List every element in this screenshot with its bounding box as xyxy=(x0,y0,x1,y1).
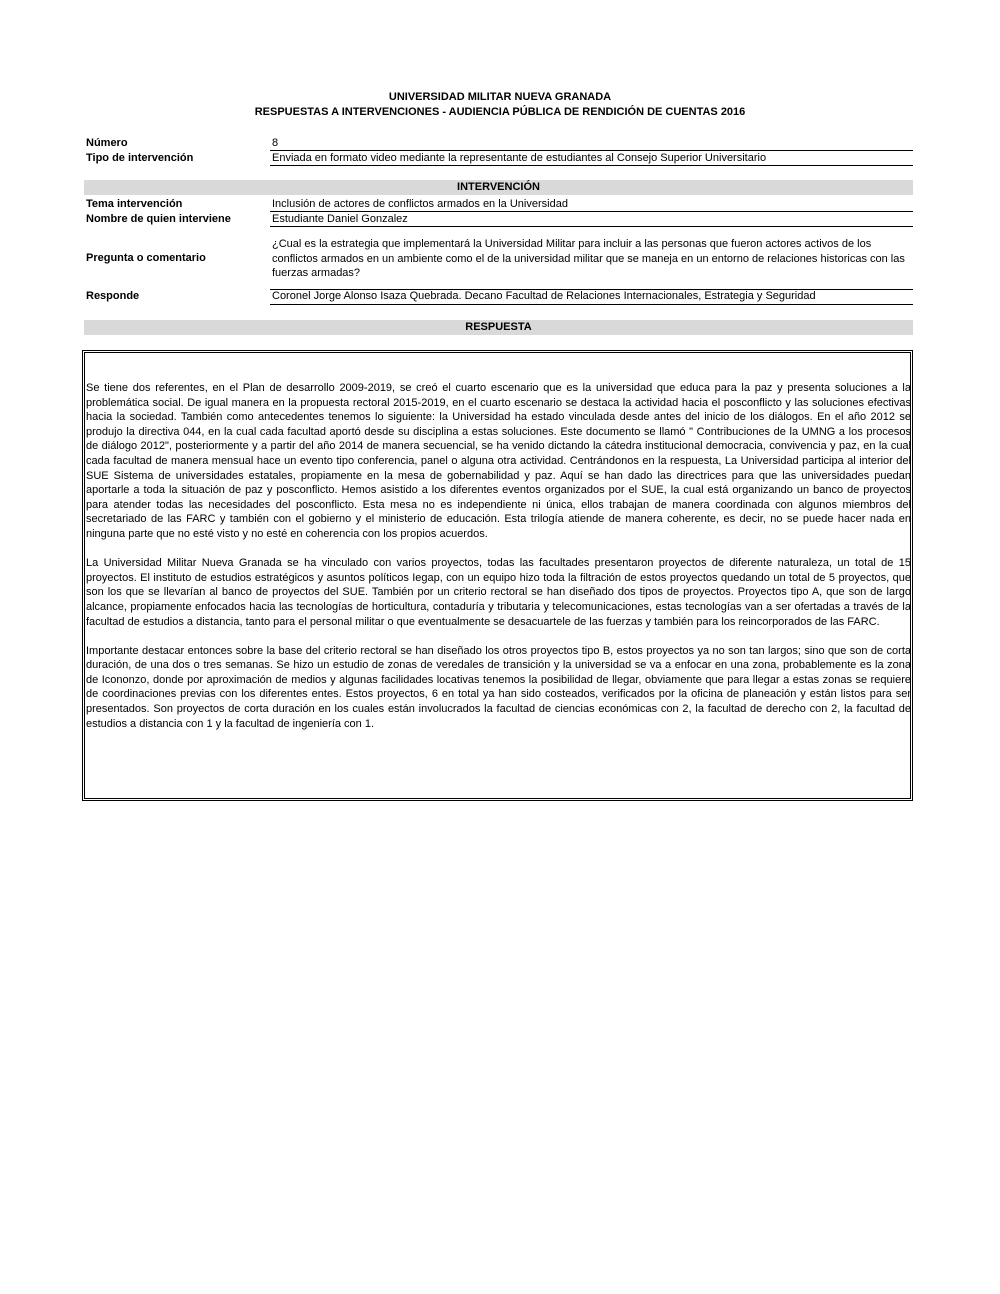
respuesta-paragraph-1: Se tiene dos referentes, en el Plan de desarrollo 2009-2019, se creó el cuarto escenario que es la universidad que educa para la paz y presenta soluciones a la problemática social. De igual manera en la propuesta rectoral 2015-2019, en el cuarto escenario se destaca la actividad hacia el posconflicto y las soluciones efectivas hacia la sociedad. También como antecedentes tenemos lo siguiente: la Universidad ha estado vinculada desde antes del inicio de los diálogos. En el año 2012 se produjo la directiva 044, en la cual cada facultad aportó desde su disciplina a estas soluciones. Este documento se llamó " Contribuciones de la UMNG a los procesos de diálogo 2012", posteriormente y a partir del año 2014 de manera secuencial, se ha venido dictando la cátedra institucional democracia, convivencia y paz, en la cual cada facultad de manera mensual hace un evento tipo conferencia, panel o alguna otra actividad. Centrándonos en la respuesta, La Universidad participa al interior del SUE Sistema de universidades estatales, propiamente en la mesa de gobernabilidad y paz. Aquí se han dado las directrices para que las universidades puedan aportarle a toda la situación de paz y posconflicto. Hemos asistido a los diferentes eventos organizados por el SUE, la cual está organizando un banco de proyectos para atender todas las necesidades del posconflicto. Esta mesa no es independiente ni única, ellos trabajan de manera coordinada con algunos miembros del secretariado de las FARC y también con el gobierno y el ministerio de educación. Esta trilogía atiende de manera coherente, es decir, no se puede hacer nada en ninguna parte que no esté visto y no esté en coherencia con los propios acuerdos. xyxy=(86,382,911,540)
numero-label: Número xyxy=(86,137,128,149)
intervencion-band: INTERVENCIÓN xyxy=(84,180,913,195)
document-subtitle: RESPUESTAS A INTERVENCIONES - AUDIENCIA PÚBLICA DE RENDICIÓN DE CUENTAS 2016 xyxy=(254,106,746,118)
tipo-intervencion-value: Enviada en formato video mediante la representante de estudiantes al Consejo Superior Universitario xyxy=(270,152,913,166)
respuesta-paragraph-2: La Universidad Militar Nueva Granada se ha vinculado con varios proyectos, todas las facultades presentaron proyectos de diferente naturaleza, un total de 15 proyectos. El instituto de estudios estratégicos y asuntos políticos Iegap, con un equipo hizo toda la filtración de estos proyectos quedando un total de 5 proyectos, que son los que se llevarían al banco de proyectos del SUE. También por un criterio rectoral se han diseñado dos tipos de proyectos. Proyectos tipo A, que son de largo alcance, propiamente enfocados hacia las tecnologías de horticultura, contaduría y tributaria y telecomunicaciones, estas tecnologías van a ser ofertadas a través de la facultad de estudios a distancia, tanto para el personal militar o que eventualmente se desacuartele de las fuerzas y también para los reincorporados de las FARC. xyxy=(86,557,911,628)
tema-intervencion-value: Inclusión de actores de conflictos armados en la Universidad xyxy=(270,198,913,212)
nombre-interviene-value: Estudiante Daniel Gonzalez xyxy=(270,213,913,227)
pregunta-label: Pregunta o comentario xyxy=(86,252,206,264)
tema-intervencion-label: Tema intervención xyxy=(86,198,183,210)
respuesta-text xyxy=(86,381,911,746)
pregunta-value: ¿Cual es la estrategia que implementará la Universidad Militar para incluir a las personas que fueron actores activos de los conflictos armados en un ambiente como el de la universidad militar que se maneja en un entorno de relaciones historicas con las fuerzas armadas? xyxy=(272,238,905,280)
tipo-intervencion-label: Tipo de intervención xyxy=(86,152,194,164)
numero-value: 8 xyxy=(270,137,913,151)
respuesta-paragraph-3: Importante destacar entonces sobre la base del criterio rectoral se han diseñado los otros proyectos tipo B, estos proyectos ya no son tan largos; sino que son de corta duración, de una dos o tres semanas. Se hizo un estudio de zonas de veredales de transición y la universidad se va a enfocar en una zona, probablemente es la zona de Icononzo, donde por aproximación de medios y algunas facilidades locativas tenemos la posibilidad de llegar, obviamente que para llegar a estas zonas se requiere de coordinaciones previas con los diferentes entes. Estos proyectos, 6 en total ya han sido costeados, verificados por la oficina de planeación y están listos para ser presentados. Son proyectos de corta duración en los cuales están involucrados la facultad de ciencias económicas con 2, la facultad de derecho con 2, la facultad de estudios a distancia con 1 y la facultad de ingeniería con 1. xyxy=(86,644,911,730)
nombre-interviene-label: Nombre de quien interviene xyxy=(86,213,231,225)
responde-value: Coronel Jorge Alonso Isaza Quebrada. Decano Facultad de Relaciones Internacionales, Estrategia y Seguridad xyxy=(270,289,913,305)
university-title: UNIVERSIDAD MILITAR NUEVA GRANADA xyxy=(388,91,612,103)
respuesta-band: RESPUESTA xyxy=(84,320,913,335)
responde-label: Responde xyxy=(86,290,140,302)
